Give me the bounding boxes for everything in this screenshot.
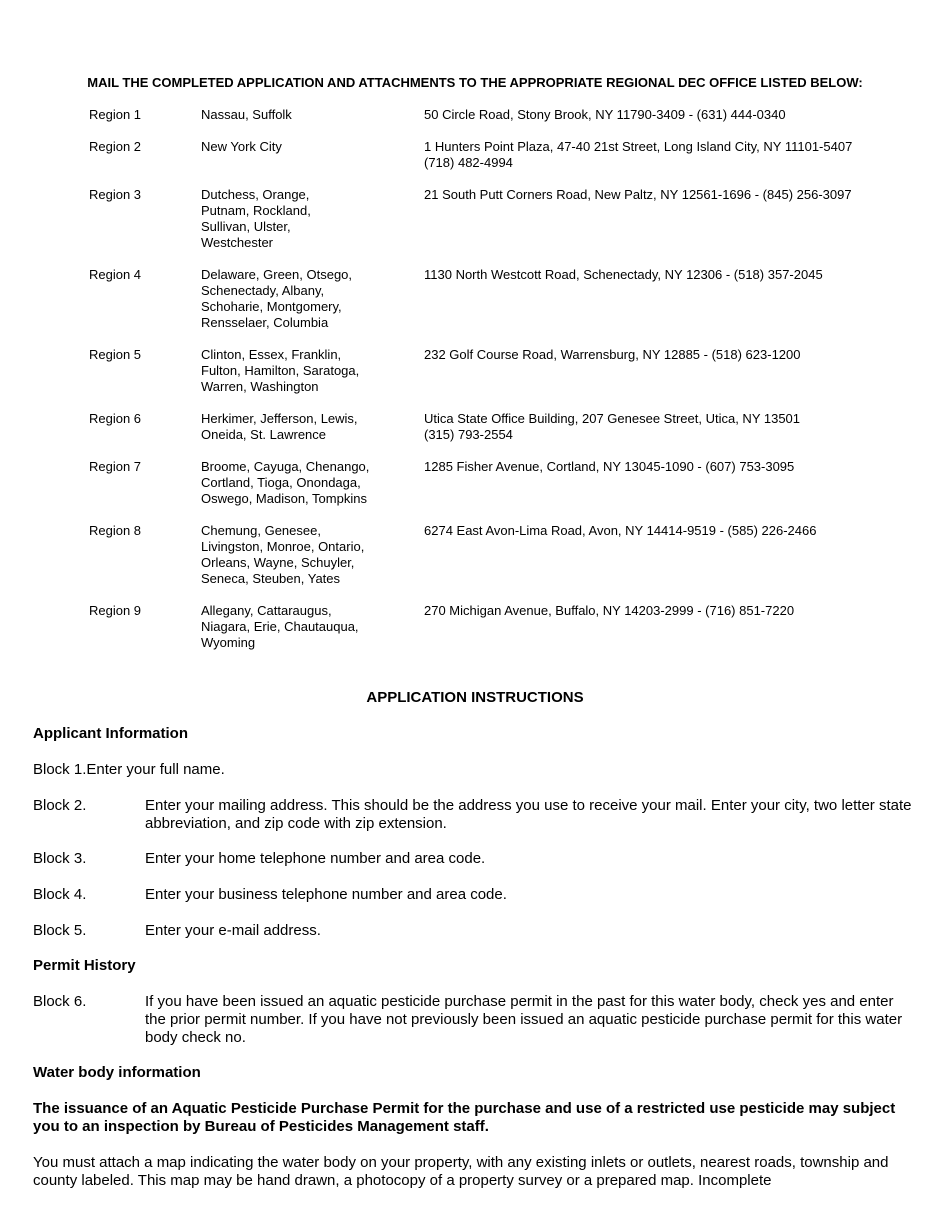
address-line: 1285 Fisher Avenue, Cortland, NY 13045-1090 - (607) 753-3095: [424, 459, 795, 474]
region-name: Region 6: [89, 411, 142, 426]
block-label: Block 4.: [33, 886, 87, 903]
region-address: [424, 411, 909, 443]
county-line: Schoharie, Montgomery,: [201, 299, 342, 314]
region-name: Region 2: [89, 139, 142, 154]
region-row: [89, 459, 909, 507]
block-label: Block 1.: [33, 761, 87, 778]
region-address: [424, 523, 909, 587]
county-line: Orleans, Wayne, Schuyler,: [201, 555, 355, 570]
region-address: [424, 267, 909, 331]
block-label: Block 2.: [33, 797, 87, 814]
region-address: [424, 459, 909, 507]
block-6: [33, 993, 913, 1047]
region-name: Region 4: [89, 267, 142, 282]
region-name: Region 3: [89, 187, 142, 202]
region-name: Region 5: [89, 347, 142, 362]
region-row: [89, 187, 909, 251]
region-row: [89, 139, 909, 171]
region-row: [89, 523, 909, 587]
address-line: 232 Golf Course Road, Warrensburg, NY 12885 - (518) 623-1200: [424, 347, 801, 362]
block-label: Block 5.: [33, 922, 87, 939]
block-5: [33, 922, 913, 940]
block-text: Enter your mailing address. This should be the address you use to receive your mail. Enter your city, two letter state abbreviation, and zip code with zip extension.: [145, 797, 912, 832]
county-line: Nassau, Suffolk: [201, 107, 292, 122]
block-text: Enter your home telephone number and area code.: [145, 850, 486, 867]
region-name: Region 1: [89, 107, 142, 122]
address-line: 1130 North Westcott Road, Schenectady, NY 12306 - (518) 357-2045: [424, 267, 823, 282]
block-4: [33, 886, 913, 904]
county-line: Livingston, Monroe, Ontario,: [201, 539, 365, 554]
block-label: Block 3.: [33, 850, 87, 867]
county-line: Fulton, Hamilton, Saratoga,: [201, 363, 360, 378]
block-text: Enter your e-mail address.: [145, 922, 321, 939]
region-counties: [201, 347, 424, 395]
region-name: Region 7: [89, 459, 142, 474]
address-line: 50 Circle Road, Stony Brook, NY 11790-3409 - (631) 444-0340: [424, 107, 786, 122]
county-line: Herkimer, Jefferson, Lewis,: [201, 411, 358, 426]
region-counties: [201, 459, 424, 507]
block-1: [33, 761, 913, 779]
region-name: Region 8: [89, 523, 142, 538]
region-address: [424, 347, 909, 395]
region-counties: [201, 139, 424, 171]
county-line: Niagara, Erie, Chautauqua,: [201, 619, 359, 634]
county-line: Putnam, Rockland,: [201, 203, 311, 218]
address-line: (315) 793-2554: [424, 427, 513, 442]
water-body-heading: Water body information: [33, 1064, 201, 1081]
county-line: Delaware, Green, Otsego,: [201, 267, 353, 282]
permit-history-heading: Permit History: [33, 957, 136, 974]
county-line: Warren, Washington: [201, 379, 319, 394]
address-line: 270 Michigan Avenue, Buffalo, NY 14203-2999 - (716) 851-7220: [424, 603, 795, 618]
region-counties: [201, 267, 424, 331]
region-row: [89, 267, 909, 331]
county-line: Dutchess, Orange,: [201, 187, 310, 202]
county-line: Wyoming: [201, 635, 256, 650]
county-line: Westchester: [201, 235, 274, 250]
region-counties: [201, 523, 424, 587]
block-2: [33, 797, 913, 833]
region-row: [89, 347, 909, 395]
county-line: Oswego, Madison, Tompkins: [201, 491, 367, 506]
mail-instructions-header: MAIL THE COMPLETED APPLICATION AND ATTACHMENTS TO THE APPROPRIATE REGIONAL DEC OFFICE LISTED BELOW:: [87, 75, 863, 90]
region-address: [424, 139, 909, 171]
instructions-title: APPLICATION INSTRUCTIONS: [366, 689, 584, 706]
region-row: [89, 107, 909, 123]
address-line: (718) 482-4994: [424, 155, 513, 170]
regional-office-list: [89, 107, 909, 667]
region-counties: [201, 107, 424, 123]
region-name: Region 9: [89, 603, 142, 618]
county-line: Oneida, St. Lawrence: [201, 427, 327, 442]
region-counties: [201, 603, 424, 651]
address-line: 21 South Putt Corners Road, New Paltz, NY 12561-1696 - (845) 256-3097: [424, 187, 852, 202]
inspection-notice: The issuance of an Aquatic Pesticide Purchase Permit for the purchase and use of a restricted use pesticide may subject you to an inspection by Bureau of Pesticides Management staff.: [33, 1100, 896, 1135]
block-text: Enter your business telephone number and area code.: [145, 886, 507, 903]
region-row: [89, 603, 909, 651]
county-line: Clinton, Essex, Franklin,: [201, 347, 342, 362]
county-line: Cortland, Tioga, Onondaga,: [201, 475, 361, 490]
block-label: Block 6.: [33, 993, 87, 1010]
county-line: New York City: [201, 139, 282, 154]
county-line: Sullivan, Ulster,: [201, 219, 291, 234]
region-address: [424, 107, 909, 123]
county-line: Rensselaer, Columbia: [201, 315, 329, 330]
block-3: [33, 850, 913, 868]
county-line: Schenectady, Albany,: [201, 283, 325, 298]
region-address: [424, 603, 909, 651]
county-line: Broome, Cayuga, Chenango,: [201, 459, 370, 474]
county-line: Chemung, Genesee,: [201, 523, 321, 538]
county-line: Seneca, Steuben, Yates: [201, 571, 341, 586]
address-line: Utica State Office Building, 207 Genesee Street, Utica, NY 13501: [424, 411, 801, 426]
address-line: 1 Hunters Point Plaza, 47-40 21st Street, Long Island City, NY 11101-5407: [424, 139, 853, 154]
applicant-information-heading: Applicant Information: [33, 725, 188, 742]
address-line: 6274 East Avon-Lima Road, Avon, NY 14414-9519 - (585) 226-2466: [424, 523, 817, 538]
block-text: Enter your full name.: [86, 761, 225, 778]
map-requirement-paragraph: You must attach a map indicating the water body on your property, with any existing inlets or outlets, nearest roads, township and county labeled. This map may be hand drawn, a photocopy of a property survey or a prepared map. Incomplete: [33, 1154, 889, 1189]
region-counties: [201, 187, 424, 251]
region-row: [89, 411, 909, 443]
region-address: [424, 187, 909, 251]
block-text: If you have been issued an aquatic pesticide purchase permit in the past for this water body, check yes and enter the prior permit number. If you have not previously been issued an aquatic pesticide purchase permit for this water body check no.: [145, 993, 903, 1046]
county-line: Allegany, Cattaraugus,: [201, 603, 332, 618]
region-counties: [201, 411, 424, 443]
